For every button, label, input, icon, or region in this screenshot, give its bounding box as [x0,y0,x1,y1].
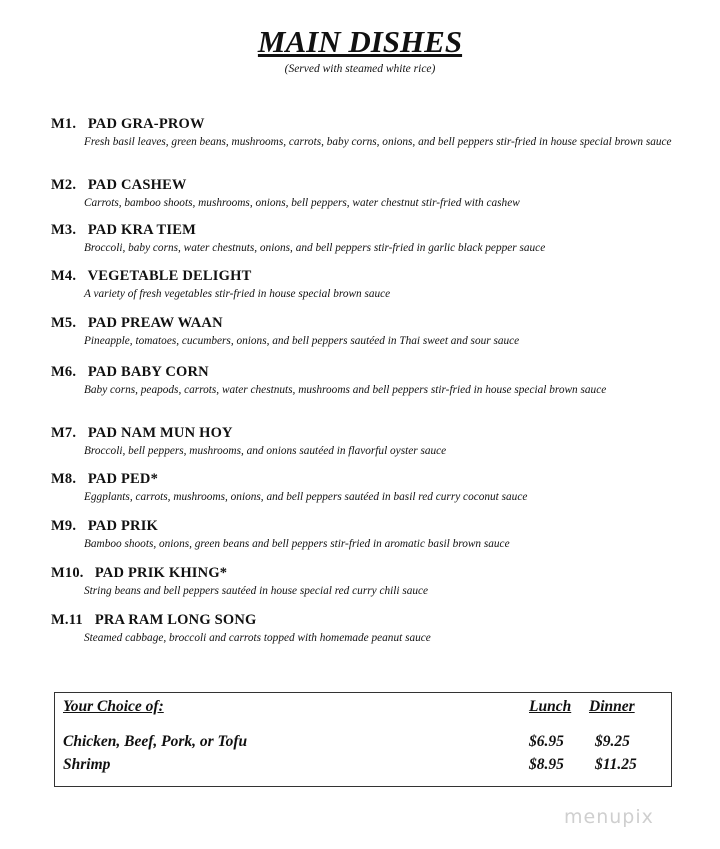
dish-title [51,425,681,442]
dinner-price: $9.25 [595,733,630,750]
page-subtitle: (Served with steamed white rice) [284,63,436,75]
dish-description: Baby corns, peapods, carrots, water chestnuts, mushrooms and bell peppers stir-fried in house special brown sauce [84,384,607,396]
dish-title [51,177,681,194]
dinner-price: $11.25 [595,756,637,773]
dish-description: Eggplants, carrots, mushrooms, onions, and bell peppers sautéed in basil red curry coconut sauce [84,491,528,503]
dish-m3 [51,222,681,256]
dish-m4 [51,268,681,302]
price-table [54,692,672,787]
dish-name: PAD PED* [87,471,159,487]
watermark-logo: menupix [564,806,654,828]
dish-m7 [51,425,681,459]
price-row-label: Shrimp [63,756,111,773]
dish-code: M3. [51,222,77,238]
dish-description: Steamed cabbage, broccoli and carrots topped with homemade peanut sauce [84,632,431,644]
lunch-price: $8.95 [529,756,564,773]
dish-name: PAD CASHEW [87,177,187,193]
dish-code: M4. [51,268,77,284]
dish-title [51,612,681,629]
dish-title [51,268,681,285]
dish-name: PRA RAM LONG SONG [94,612,257,628]
dish-description: Fresh basil leaves, green beans, mushrooms, carrots, baby corns, onions, and bell peppers stir-fried in house special brown sauce [84,136,672,148]
choice-heading: Your Choice of: [63,698,164,715]
dish-m11 [51,612,681,646]
dish-description: Pineapple, tomatoes, cucumbers, onions, and bell peppers sautéed in Thai sweet and sour sauce [84,335,520,347]
page-title: MAIN DISHES [257,24,463,59]
price-row-label: Chicken, Beef, Pork, or Tofu [63,733,248,750]
dish-title [51,116,681,133]
dish-code: M6. [51,364,77,380]
dish-description: A variety of fresh vegetables stir-fried in house special brown sauce [84,288,391,300]
dish-name: PAD BABY CORN [87,364,209,380]
dish-m6 [51,364,681,398]
dish-title [51,315,681,332]
dish-m1 [51,116,681,150]
dish-title [51,364,681,381]
dish-name: PAD NAM MUN HOY [87,425,233,441]
dish-m8 [51,471,681,505]
lunch-price: $6.95 [529,733,564,750]
dish-code: M1. [51,116,77,132]
dish-name: PAD PRIK KHING* [94,565,228,581]
dish-code: M7. [51,425,77,441]
dish-m5 [51,315,681,349]
dish-code: M.11 [51,612,83,628]
dish-description: Broccoli, bell peppers, mushrooms, and onions sautéed in flavorful oyster sauce [84,445,447,457]
dish-code: M10. [51,565,84,581]
dish-code: M8. [51,471,77,487]
dish-title [51,471,681,488]
dish-name: PAD PREAW WAAN [87,315,223,331]
dish-title [51,518,681,535]
dish-code: M5. [51,315,77,331]
dish-title [51,565,681,582]
dish-name: PAD KRA TIEM [87,222,197,238]
dish-code: M9. [51,518,77,534]
dish-description: Carrots, bamboo shoots, mushrooms, onions, bell peppers, water chestnut stir-fried with cashew [84,197,520,209]
dish-name: VEGETABLE DELIGHT [87,268,252,284]
dish-m2 [51,177,681,211]
dish-description: String beans and bell peppers sautéed in house special red curry chili sauce [84,585,429,597]
dish-name: PAD PRIK [87,518,159,534]
dinner-column-header: Dinner [589,698,635,715]
dish-m10 [51,565,681,599]
dish-description: Bamboo shoots, onions, green beans and bell peppers stir-fried in aromatic basil brown sauce [84,538,510,550]
dish-code: M2. [51,177,77,193]
dish-title [51,222,681,239]
dish-description: Broccoli, baby corns, water chestnuts, onions, and bell peppers stir-fried in garlic black pepper sauce [84,242,546,254]
lunch-column-header: Lunch [529,698,572,715]
dish-m9 [51,518,681,552]
dish-name: PAD GRA-PROW [87,116,205,132]
